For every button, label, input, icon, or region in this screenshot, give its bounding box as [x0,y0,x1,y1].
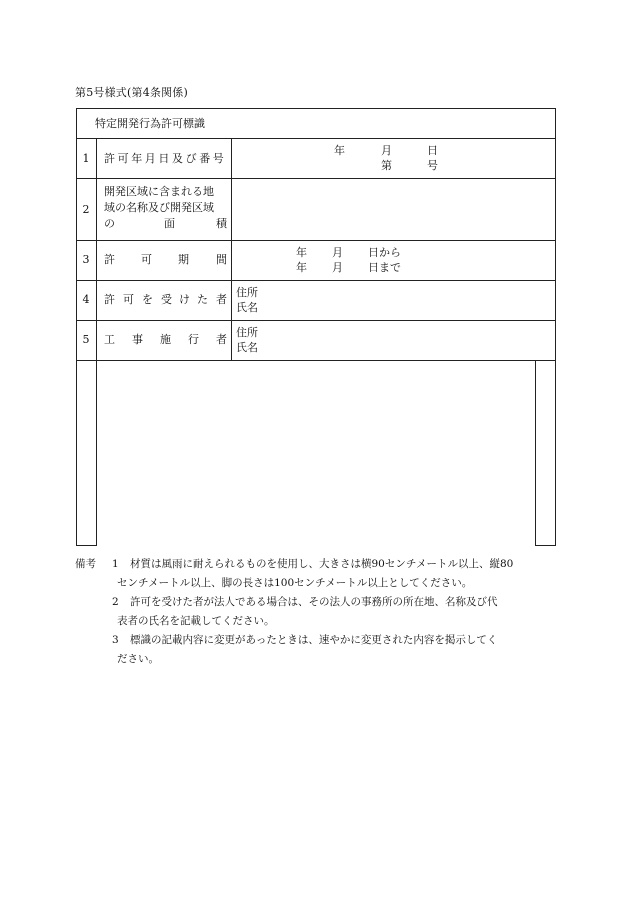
period-from-year: 年 [296,246,307,259]
row-label-char: 工 [104,333,115,346]
row-label-char: 許 [104,293,115,306]
period-to-day: 日まで [368,261,401,274]
leg-bottom-right [535,545,556,546]
permit-sign [76,108,556,546]
row-number: 1 [82,152,90,165]
period-to-month: 月 [332,261,343,274]
leg-bottom-left [76,545,97,546]
note-text: 表者の氏名を記載してください。 [117,615,275,627]
address-label: 住所 [236,286,258,299]
note-number: 3 [112,634,119,646]
row-label-char: 間 [216,253,227,266]
note-text: センチメートル以上、脚の長さは100センチメートル以上としてください。 [117,577,473,589]
leg-right-outer [555,360,556,546]
row-label-char: け [179,293,190,306]
number-dai: 第 [381,159,392,172]
note-text: ださい。 [117,653,159,665]
row-divider [76,240,556,241]
note-text: 材質は風雨に耐えられるものを使用し、大きさは横90センチメートル以上、縦80 [130,558,514,570]
row-label-char: を [142,293,153,306]
row-divider [76,280,556,281]
period-from-day: 日から [368,246,401,259]
row-number: 2 [82,203,90,216]
row-label-char: 積 [216,217,227,230]
remarks-label: 備考 [75,558,96,570]
name-label: 氏名 [236,341,258,354]
row-label-char: 者 [216,293,227,306]
row-number: 3 [82,253,90,266]
date-month: 月 [381,144,392,157]
row-number: 5 [82,333,90,346]
board-border-left [76,108,77,546]
row-label-char: 可 [123,293,134,306]
row-label-char: 可 [141,253,152,266]
row-divider [76,320,556,321]
label-column-divider [231,138,232,360]
row-label-char: の [104,217,115,230]
row-label-line: 開発区域に含まれる地 [104,185,214,198]
row-label-char: 許 [104,253,115,266]
period-from-month: 月 [332,246,343,259]
board-border-top [76,108,556,109]
row-label-char: 行 [188,333,199,346]
date-year: 年 [334,144,345,157]
row-divider [76,178,556,179]
name-label: 氏名 [236,301,258,314]
row-number: 4 [82,293,90,306]
form-title: 第5号様式(第4条関係) [75,86,188,99]
row-label-char: 施 [160,333,171,346]
row-divider [76,360,556,361]
note-text: 標識の記載内容に変更があったときは、速やかに変更された内容を掲示してく [130,634,498,646]
row-label-char: 面 [164,217,175,230]
row-label-char: 事 [132,333,143,346]
row-label: 許可年月日及び番号 [104,152,227,165]
row-divider [76,138,556,139]
row-label-char: た [197,293,208,306]
note-number: 1 [112,558,119,570]
num-column-divider [96,138,97,546]
note-text: 許可を受けた者が法人である場合は、その法人の事務所の所在地、名称及び代 [130,596,498,608]
address-label: 住所 [236,326,258,339]
period-to-year: 年 [296,261,307,274]
sign-header: 特定開発行為許可標識 [95,117,205,130]
note-number: 2 [112,596,119,608]
date-day: 日 [427,144,438,157]
board-border-right [555,108,556,360]
leg-right-inner [535,360,536,546]
row-label-line: 域の名称及び開発区域 [104,201,214,214]
number-go: 号 [427,159,438,172]
row-label-char: 期 [178,253,189,266]
row-label-char: 受 [161,293,172,306]
row-label-char: 者 [216,333,227,346]
